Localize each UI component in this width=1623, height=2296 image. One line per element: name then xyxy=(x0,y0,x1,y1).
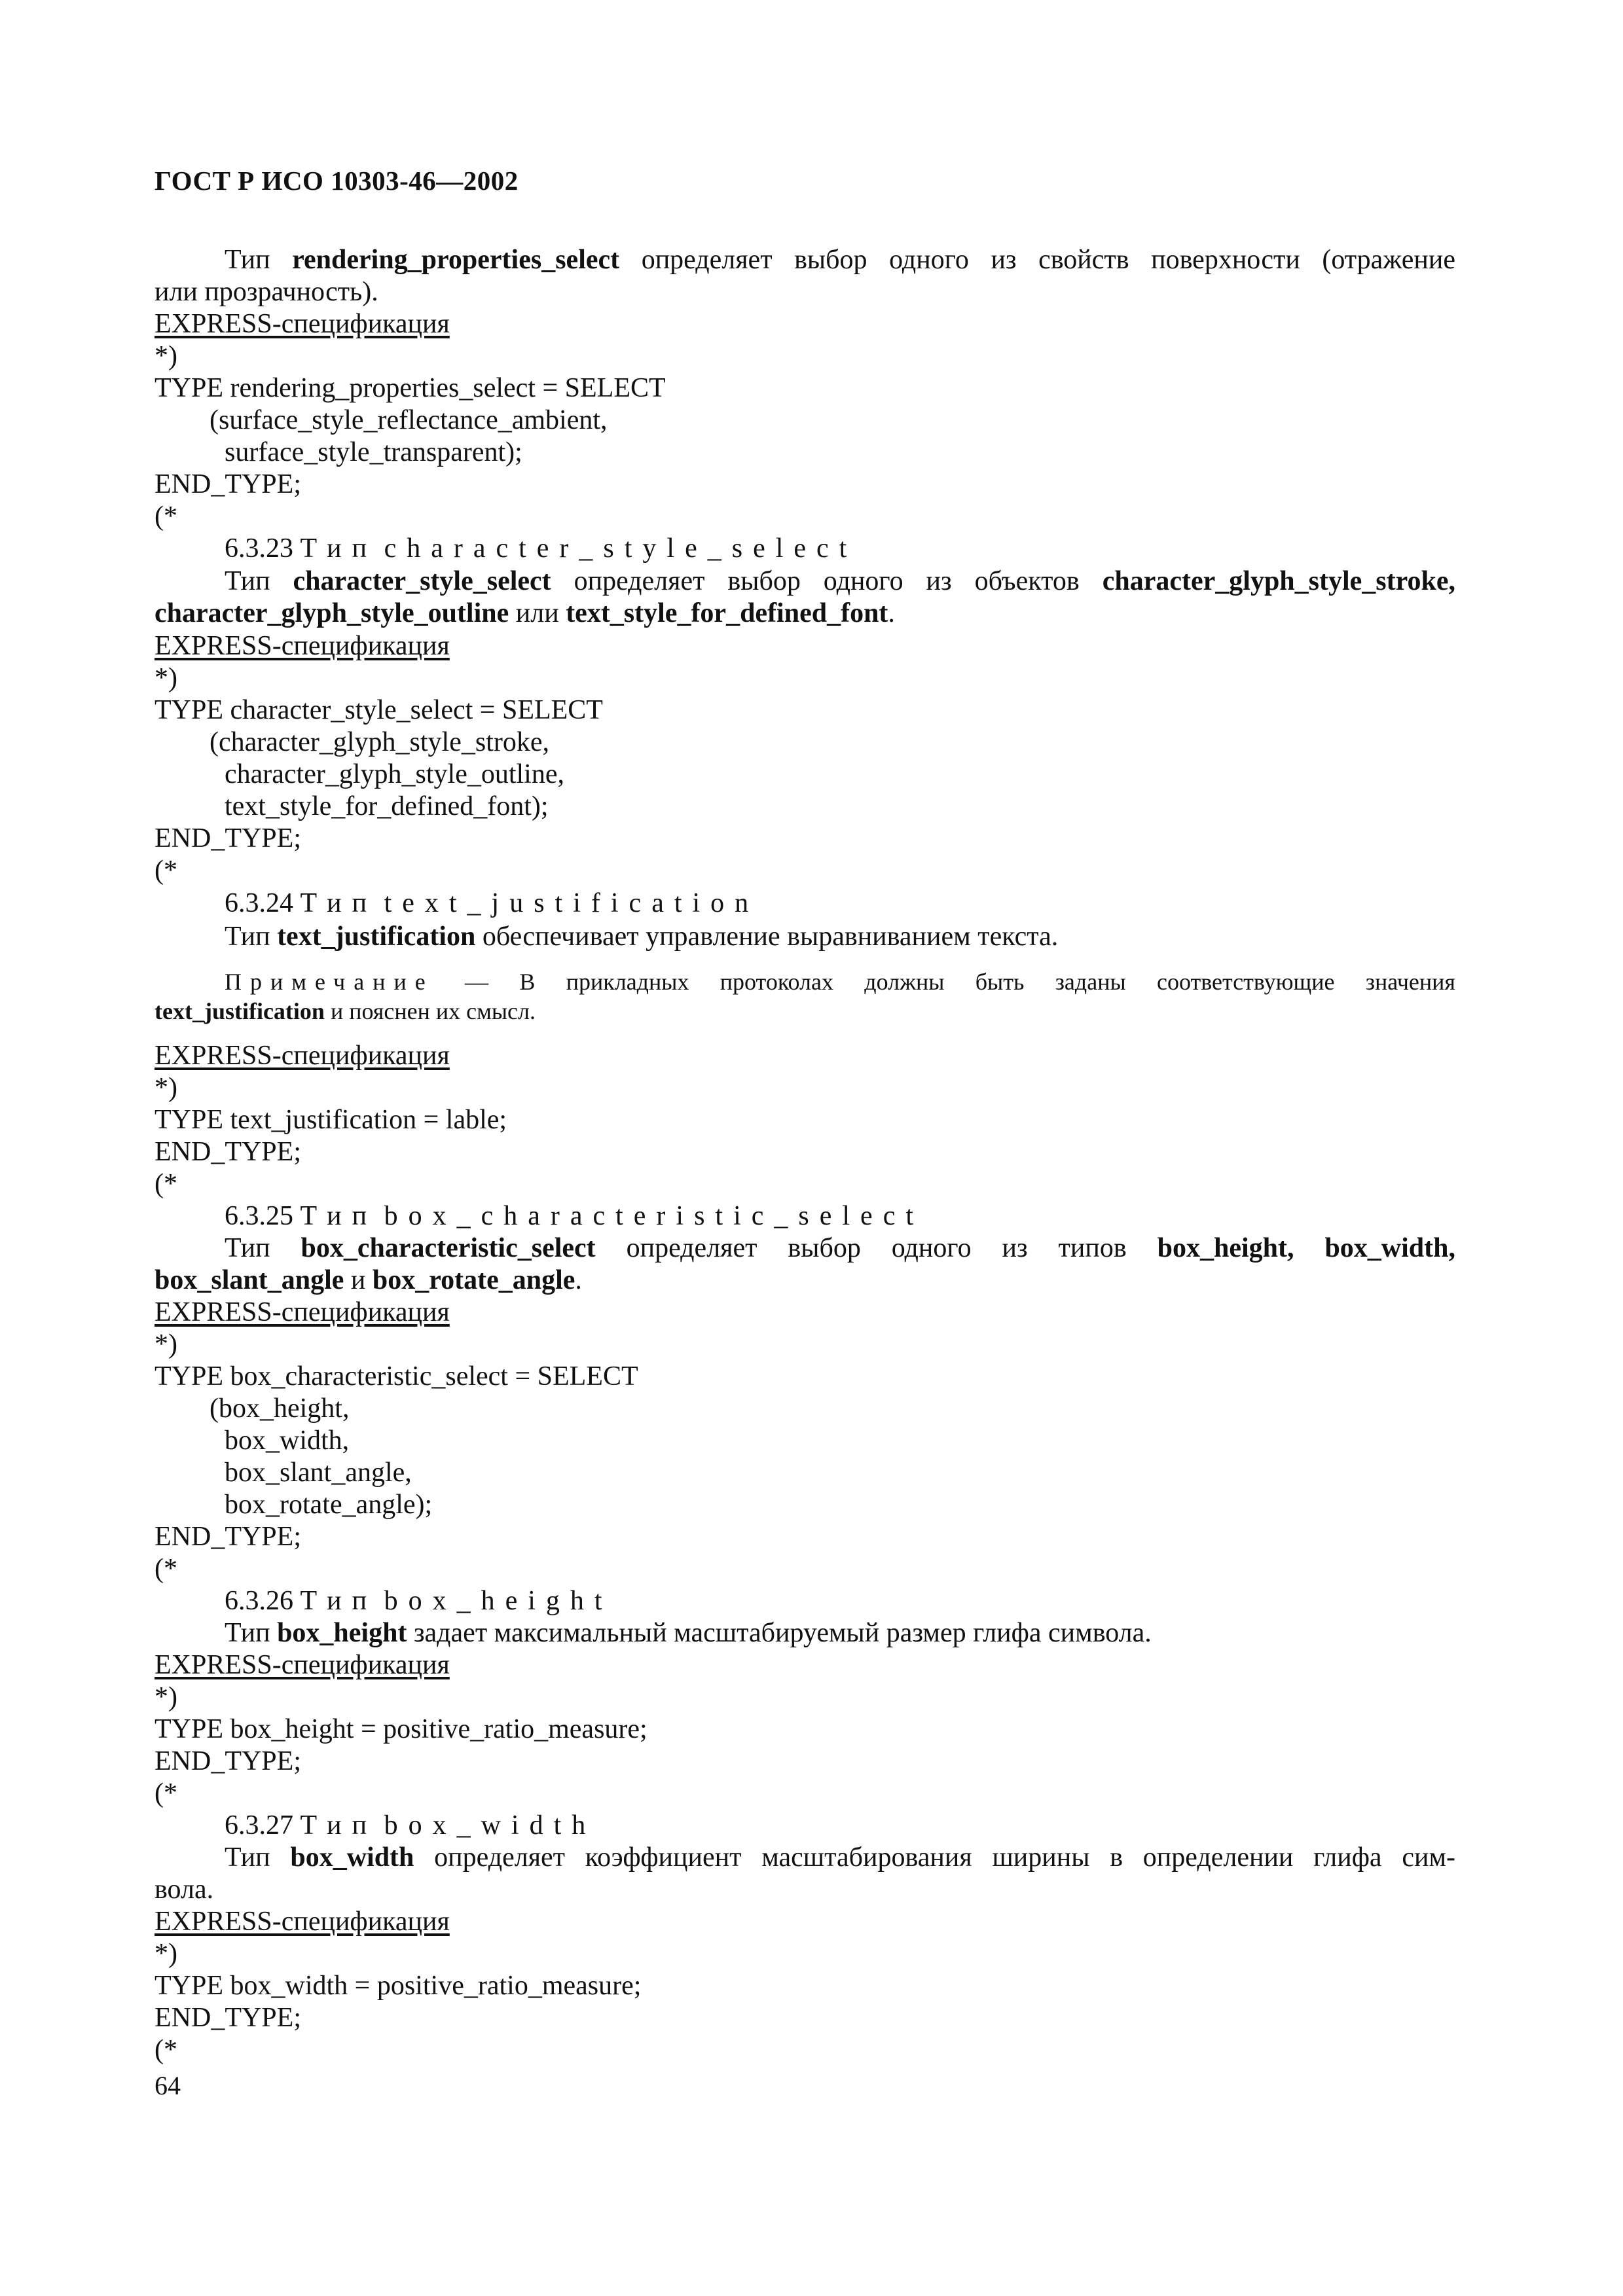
comment-close: *) xyxy=(155,1073,177,1103)
paragraph-line: box_slant_angle и box_rotate_angle. xyxy=(155,1265,582,1295)
code-end: END_TYPE; xyxy=(155,2003,301,2033)
page-number: 64 xyxy=(155,2071,181,2100)
code-end: END_TYPE; xyxy=(155,469,301,499)
express-spec-label: EXPRESS-спецификация xyxy=(155,1907,450,1937)
comment-close: *) xyxy=(155,1939,177,1969)
comment-open: (* xyxy=(155,1778,177,1808)
code-line: TYPE text_justification = lable; xyxy=(155,1105,507,1135)
express-spec-label: EXPRESS-спецификация xyxy=(155,631,450,661)
paragraph-line: или прозрачность). xyxy=(155,277,378,307)
code-line: surface_style_transparent); xyxy=(225,437,522,467)
express-spec-label: EXPRESS-спецификация xyxy=(155,1297,450,1327)
code-line: text_style_for_defined_font); xyxy=(225,791,549,821)
code-line: TYPE box_height = positive_ratio_measure; xyxy=(155,1714,647,1744)
paragraph: Тип box_characteristic_select определяет выбор одного из типов box_height, box_width, xyxy=(225,1233,1456,1263)
code-line: box_width, xyxy=(225,1426,350,1456)
paragraph: Тип box_width определяет коэффициент масштабирования ширины в определении глифа сим- xyxy=(225,1842,1456,1873)
code-line: TYPE character_style_select = SELECT xyxy=(155,695,603,725)
express-spec-label: EXPRESS-спецификация xyxy=(155,1650,450,1680)
code-end: END_TYPE; xyxy=(155,1746,301,1776)
paragraph-line: вола. xyxy=(155,1874,214,1905)
comment-open: (* xyxy=(155,1169,177,1199)
express-spec-label: EXPRESS-спецификация xyxy=(155,1041,450,1071)
code-line: character_glyph_style_outline, xyxy=(225,759,564,789)
comment-close: *) xyxy=(155,1329,177,1359)
section-heading: 6.3.24 Тип text_justification xyxy=(225,888,759,918)
code-line: (box_height, xyxy=(210,1393,350,1424)
code-line: TYPE box_width = positive_ratio_measure; xyxy=(155,1971,642,2001)
code-line: box_rotate_angle); xyxy=(225,1490,433,1520)
comment-open: (* xyxy=(155,855,177,886)
comment-open: (* xyxy=(155,2035,177,2065)
code-line: TYPE box_characteristic_select = SELECT xyxy=(155,1361,638,1391)
code-end: END_TYPE; xyxy=(155,1522,301,1552)
document-header: ГОСТ Р ИСО 10303-46—2002 xyxy=(155,166,519,196)
code-line: box_slant_angle, xyxy=(225,1458,412,1488)
code-end: END_TYPE; xyxy=(155,1137,301,1167)
comment-open: (* xyxy=(155,501,177,531)
comment-close: *) xyxy=(155,663,177,693)
code-line: (character_glyph_style_stroke, xyxy=(210,727,549,757)
paragraph-line: character_glyph_style_outline или text_style_for_defined_font. xyxy=(155,598,895,628)
paragraph: Тип rendering_properties_select определяет выбор одного из свойств поверхности (отражение xyxy=(225,245,1456,275)
paragraph: Тип character_style_select определяет выбор одного из объектов character_glyph_style_stroke, xyxy=(225,566,1456,596)
code-line: (surface_style_reflectance_ambient, xyxy=(210,405,608,435)
section-heading: 6.3.26 Тип box_height xyxy=(225,1586,613,1616)
express-spec-label: EXPRESS-спецификация xyxy=(155,309,450,339)
note: Примечание — В прикладных протоколах должны быть заданы соответствующие значения xyxy=(225,969,1455,995)
note-line: text_justification и пояснен их смысл. xyxy=(155,998,536,1024)
section-heading: 6.3.27 Тип box_width xyxy=(225,1810,596,1840)
code-end: END_TYPE; xyxy=(155,823,301,853)
code-line: TYPE rendering_properties_select = SELECT xyxy=(155,373,666,403)
comment-open: (* xyxy=(155,1554,177,1584)
paragraph: Тип text_justification обеспечивает управление выравниванием текста. xyxy=(225,922,1059,952)
comment-close: *) xyxy=(155,341,177,371)
paragraph: Тип box_height задает максимальный масштабируемый размер глифа символа. xyxy=(225,1618,1152,1648)
section-heading: 6.3.23 Тип character_style_select xyxy=(225,533,858,564)
section-heading: 6.3.25 Тип box_characteristic_select xyxy=(225,1201,924,1231)
comment-close: *) xyxy=(155,1682,177,1712)
